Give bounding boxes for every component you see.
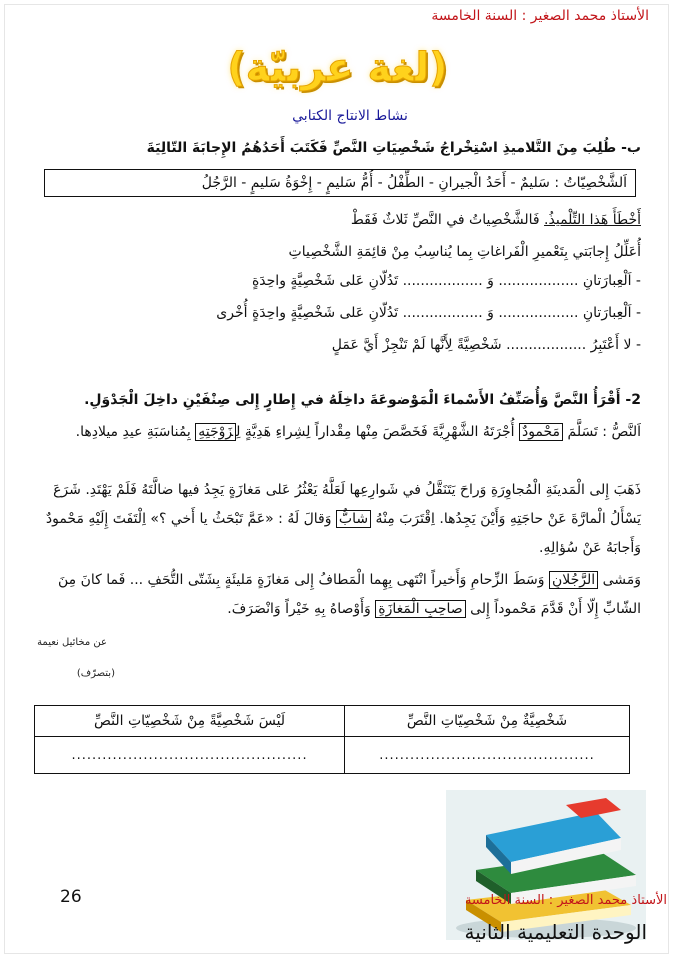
boxed-noun: شابٌّ bbox=[336, 510, 371, 528]
fill-line-1: - اَلْعِبارَتانِ .................. وَ .................. تَدُلّانِ عَلى شَخْصِيَّةٍ واحِدَةٍ bbox=[251, 273, 641, 289]
table-cell-answer[interactable]: .......................................... bbox=[345, 737, 630, 774]
source-author: عن مخائيل نعيمة bbox=[37, 637, 107, 648]
passage-text: وَمَشى bbox=[598, 572, 641, 588]
fill-line-3: - لا أَعْتَبِرُ .................. شَخْصِيَّةً لِأَنَّها لَمْ تَنْجِزْ أَيَّ عَمَلٍ bbox=[331, 337, 641, 353]
table-cell-answer[interactable]: .............................................. bbox=[35, 737, 345, 774]
characters-box: اَلشَّخْصِيّاتُ : سَليمٌ - أَحَدُ الْجيرانِ - الطِّفْلُ - أُمُّ سَليمٍ - إِخْوَةُ سَليمٍ - الرَّجُلُ bbox=[44, 169, 636, 197]
passage-paragraph-3 bbox=[31, 566, 641, 624]
table-header-row bbox=[35, 706, 630, 737]
boxed-noun: مَحْمودٌ bbox=[519, 423, 563, 441]
passage-text: وَقالَ لَهُ : «عَمَّ تَبْحَثُ يا أَخي ؟» اِلْتَفَتَ إِلَيْهِ مَحْمودٌ وَأَجابَهُ عَنْ سُؤالِهِ. bbox=[45, 511, 641, 556]
page-title: (لغة عربيّة) bbox=[227, 45, 448, 91]
table-header: شَخْصِيَّةٌ مِنْ شَخْصِيّاتِ النَّصِّ bbox=[345, 706, 630, 737]
fill-line-2: - اَلْعِبارَتانِ .................. وَ .................. تَدُلّانِ عَلى شَخْصِيَّةٍ واحِدَةٍ أُخْرى bbox=[216, 305, 641, 321]
passage-text: وَأَوْصاهُ بِهِ خَيْراً وَانْصَرَفَ. bbox=[227, 601, 376, 617]
instruction: ب- طُلِبَ مِنَ التَّلاميذِ اسْتِخْراجُ شَخْصِيَاتِ النَّصِّ فَكَتَبَ أَحَدُهُمُ الإِجابَةَ التّالِيَةَ bbox=[146, 140, 641, 156]
error-line-underlined: أَخْطَأَ هَذا التِّلْميذُ. bbox=[544, 212, 641, 228]
justify-line: أُعَلِّلُ إِجابَتي بِتَعْميرِ الْفَراغاتِ بِما يُناسِبُ مِنْ قائِمَةِ الشَّخْصِياتِ bbox=[288, 244, 641, 260]
passage-paragraph-1 bbox=[31, 418, 641, 447]
passage-text: اَلنَّصُّ : تَسَلَّمَ bbox=[563, 424, 641, 440]
source-adapted: (بتصرّف) bbox=[76, 668, 115, 679]
classification-table bbox=[34, 705, 630, 774]
passage-text: وَسَطَ الزِّحامِ وَأَخيراً انْتَهى بِهِما الْمَطافُ إِلى مَغازَةٍ مَليئَةٍ بِشَتّى التُّحَفِ ... فَما كانَ مِنَ الشّابِّ إِلّا أَنْ قَدَّمَ مَحْموداً إِلى bbox=[57, 572, 641, 617]
footer-teacher: الأستاذ محمد الصغير : السنة الخامسة bbox=[464, 893, 667, 908]
header-teacher: الأستاذ محمد الصغير : السنة الخامسة bbox=[431, 8, 649, 24]
passage-text: بِمُناسَبَةِ عيدِ ميلادِها. bbox=[75, 424, 196, 440]
table-row bbox=[35, 737, 630, 774]
page-number: 26 bbox=[60, 887, 82, 907]
boxed-noun: صاحِبِ الْمَغازَةِ bbox=[375, 600, 465, 618]
question-2: 2- أَقْرَأُ النَّصَّ وَأُصَنِّفُ الأَسْماءَ الْمَوْضوعَةَ داخِلَهُ في إِطارٍ إِلى صِنْفَيْنِ داخِلَ الْجَدْوَلِ. bbox=[84, 392, 641, 408]
boxed-noun: زَوْجَتِهِ bbox=[195, 423, 236, 441]
error-line-rest: فَالشَّخْصِياتُ في النَّصِّ ثَلاثٌ فَقَطْ bbox=[350, 212, 545, 228]
table-header: لَيْسَ شَخْصِيَّةً مِنْ شَخْصِيّاتِ النَّصِّ bbox=[35, 706, 345, 737]
passage-paragraph-2 bbox=[31, 476, 641, 563]
unit-title: الوحدة التعليمية الثانية bbox=[464, 920, 647, 944]
activity-title: نشاط الانتاج الكتابي bbox=[292, 108, 408, 124]
books-stack-icon bbox=[446, 790, 646, 940]
passage-text: أُجْرَتَهُ الشَّهْرِيَّةَ فَخَصَّصَ مِنْها مِقْداراً لِشِراءِ هَدِيَّةٍ لِ bbox=[236, 424, 519, 440]
boxed-noun: الرَّجُلانِ bbox=[549, 571, 598, 589]
passage-text: ذَهَبَ إِلى الْمَدينَةِ الْمُجاوِرَةِ وَراحَ يَتَنَقَّلُ في شَوارِعِها لَعَلَّهُ يَعْثُرُ عَلى مَغازَةٍ يَجِدُ فيها ضالَّتَهُ فَلَمْ يَهْتَدِ. شَرَعَ يَسْأَلُ الْمارَّةَ عَنْ حاجَتِهِ وَأَيْنَ يَجِدُها. اِقْتَرَبَ مِنْهُ bbox=[53, 482, 641, 527]
error-line bbox=[351, 212, 641, 228]
